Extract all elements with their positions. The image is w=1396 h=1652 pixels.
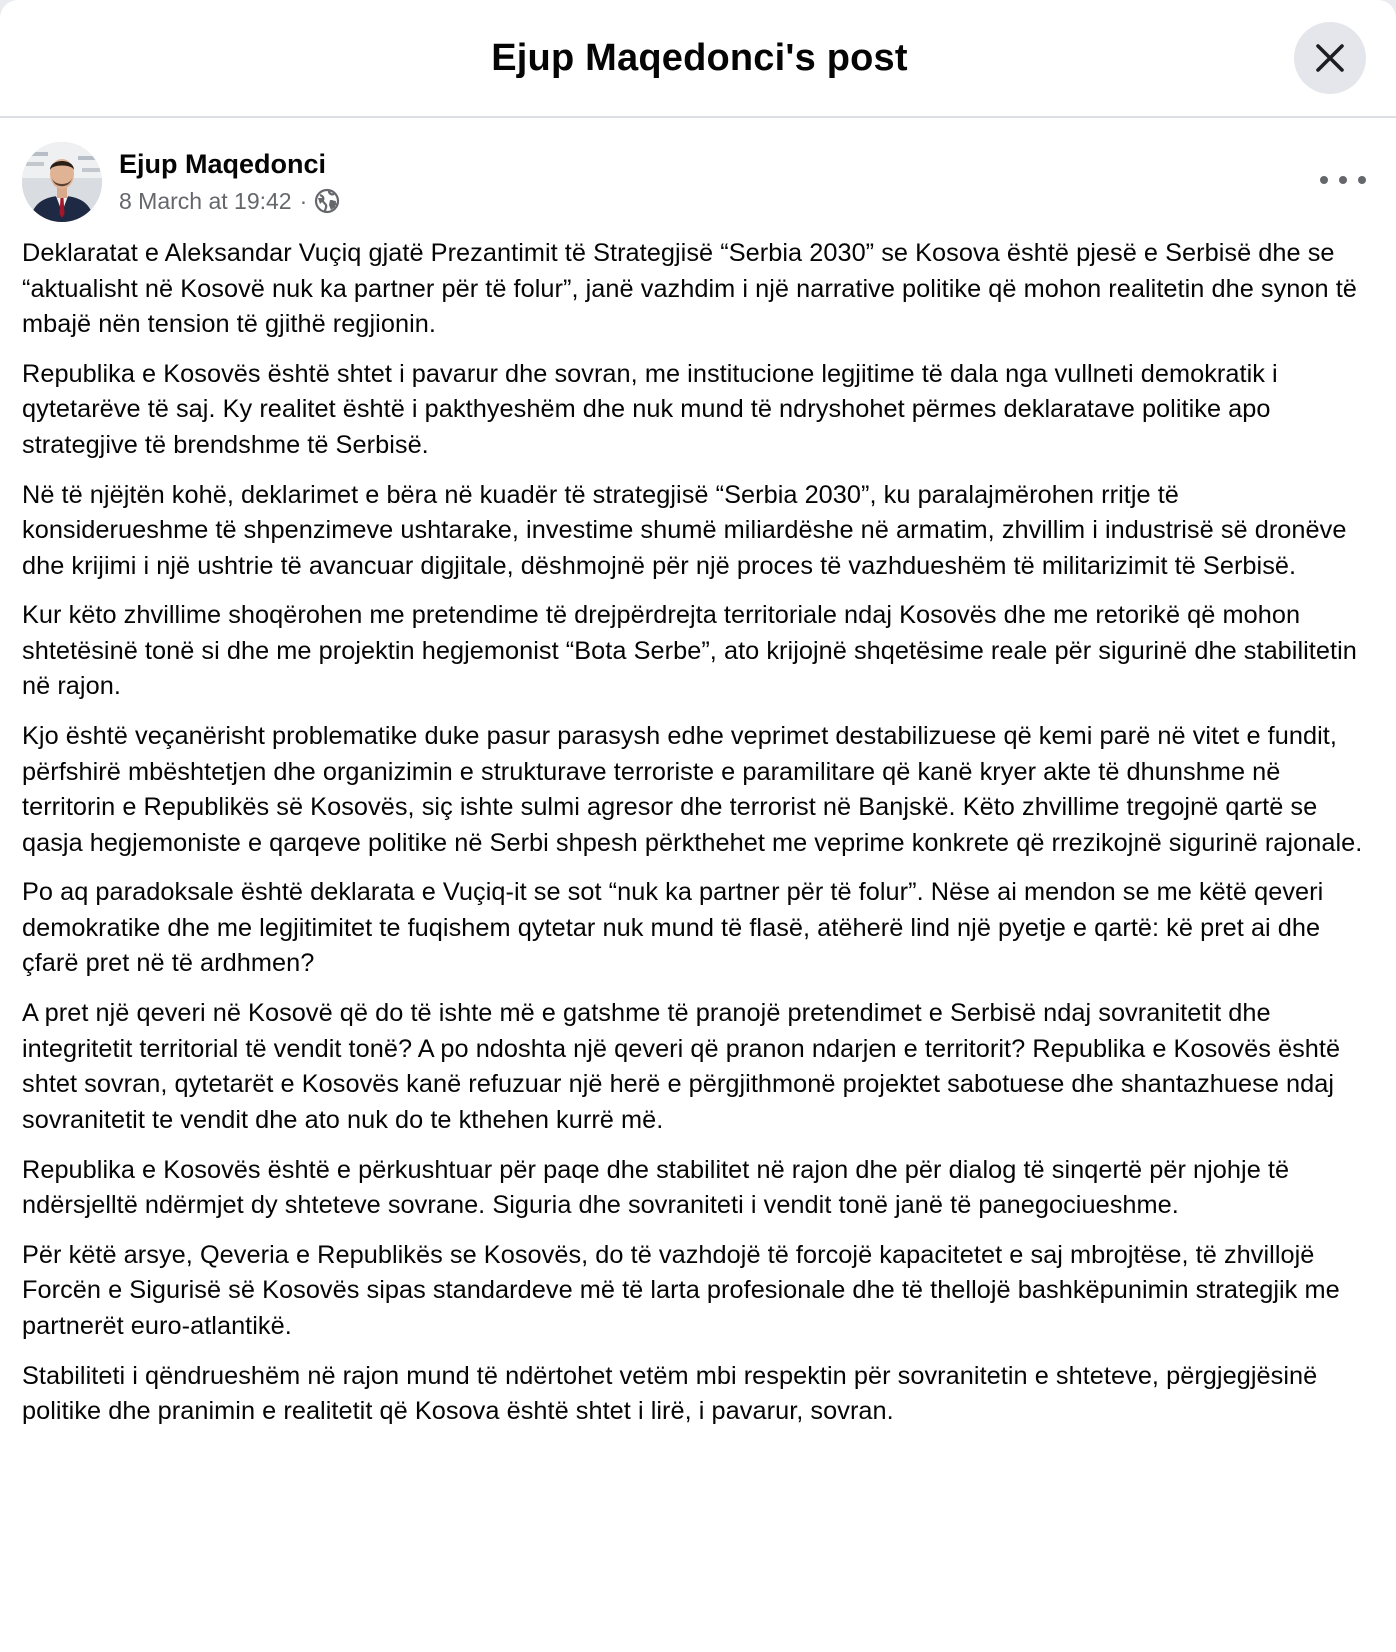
post-paragraph: Kur këto zhvillime shoqërohen me pretendime të drejpërdrejta territoriale ndaj Kosovës dhe me retorikë që mohon shtetësinë tonë si dhe me projektin hegjemonist “Bota Serbe”, ato krijojnë shqetësime reale për sigurinë dhe stabilitetin në rajon. <box>22 601 1357 701</box>
post-paragraph: A pret një qeveri në Kosovë që do të ishte më e gatshme të pranojë pretendimet e Serbisë ndaj sovranitetit dhe integritetit territorial të vendit tonë? A po ndoshta një qeveri që pranon ndarjen e territorit? Republika e Kosovës është shtet sovran, qytetarët e Kosovës kanë refuzuar një herë e përgjithmonë projektet sabotuese dhe shantazhuese ndaj sovranitetit te vendit dhe ato nuk do te kthehen kurrë më. <box>22 999 1341 1134</box>
post-paragraph: Po aq paradoksale është deklarata e Vuçiq-it se sot “nuk ka partner për të folur”. Nëse ai mendon se me këtë qeveri demokratike dhe me legjitimitet te fuqishem qytetar nuk mund të flasë, atëherë lind një pyetje e qartë: kë pret ai dhe çfarë pret në të ardhmen? <box>22 878 1324 978</box>
more-options-button[interactable] <box>1320 168 1366 192</box>
post-paragraph: Në të njëjtën kohë, deklarimet e bëra në kuadër të strategjisë “Serbia 2030”, ku paralajmërohen rritje të konsiderueshme të shpenzimeve ushtarake, investime shumë miliardëshe në armatim, zhvillim i industrisë së dronëve dhe krijimi i një ushtrie të avancuar digjitale, dëshmojnë për një proces të vazhdueshëm të militarizimit të Serbisë. <box>22 480 1347 580</box>
globe-icon[interactable] <box>314 188 340 214</box>
author-block <box>119 142 340 215</box>
close-icon <box>1315 43 1345 73</box>
close-button[interactable] <box>1294 22 1366 94</box>
post-paragraph: Republika e Kosovës është shtet i pavarur dhe sovran, me institucione legjitime të dala nga vullneti demokratik i qytetarëve të saj. Ky realitet është i pakthyeshëm dhe nuk mund të ndryshohet përmes deklaratave politike apo strategjive të brendshme të Serbisë. <box>22 359 1278 459</box>
post-timestamp[interactable]: 8 March at 19:42 <box>119 188 292 214</box>
post-paragraph: Për këtë arsye, Qeveria e Republikës se Kosovës, do të vazhdojë të forcojë kapacitetet e saj mbrojtëse, të zhvillojë Forcën e Sigurisë së Kosovës sipas standardeve më të larta profesionale dhe të thellojë bashkëpunimin strategjik me partnerët euro-atlantikë. <box>22 1240 1340 1340</box>
dialog-title: Ejup Maqedonci's post <box>491 36 908 79</box>
post-header <box>0 118 1396 228</box>
more-options-icon-dot <box>1320 176 1328 184</box>
post-paragraph: Stabiliteti i qëndrueshëm në rajon mund të ndërtohet vetëm mbi respektin për sovranitetin e shteteve, përgjegjësinë politike dhe pranimin e realitetit që Kosova është shtet i lirë, i pavarur, sovran. <box>22 1361 1318 1426</box>
meta-separator: · <box>299 188 308 214</box>
more-options-icon-dot <box>1358 176 1366 184</box>
post-meta <box>119 187 340 215</box>
author-name[interactable]: Ejup Maqedonci <box>119 149 327 179</box>
post-paragraph: Kjo është veçanërisht problematike duke pasur parasysh edhe veprimet destabilizuese që kemi parë në vitet e fundit, përfshirë mbështetjen dhe organizimin e strukturave terroriste e paramilitare që kanë kryer akte të dhunshme në territorin e Republikës së Kosovës, siç ishte sulmi agresor dhe terrorist në Banjskë. Këto zhvillime tregojnë qartë se qasja hegjemoniste e qarqeve politike në Serbi shpesh përkthehet me veprime konkrete që rrezikojnë sigurinë rajonale. <box>22 722 1363 857</box>
post-paragraph: Deklaratat e Aleksandar Vuçiq gjatë Prezantimit të Strategjisë “Serbia 2030” se Kosova është pjesë e Serbisë dhe se “aktualisht në Kosovë nuk ka partner për të folur”, janë vazhdim i një narrative politike që mohon realitetin dhe synon të mbajë nën tension të gjithë regjionin. <box>22 239 1357 338</box>
dialog-header <box>0 0 1396 118</box>
more-options-icon-dot <box>1339 176 1347 184</box>
post-body <box>0 228 1396 1430</box>
post-paragraph: Republika e Kosovës është e përkushtuar për paqe dhe stabilitet në rajon dhe për dialog të sinqertë për njohje të ndërsjelltë ndërmjet dy shteteve sovrane. Siguria dhe sovraniteti i vendit tonë janë të panegociueshme. <box>22 1155 1290 1220</box>
avatar[interactable] <box>22 142 102 222</box>
